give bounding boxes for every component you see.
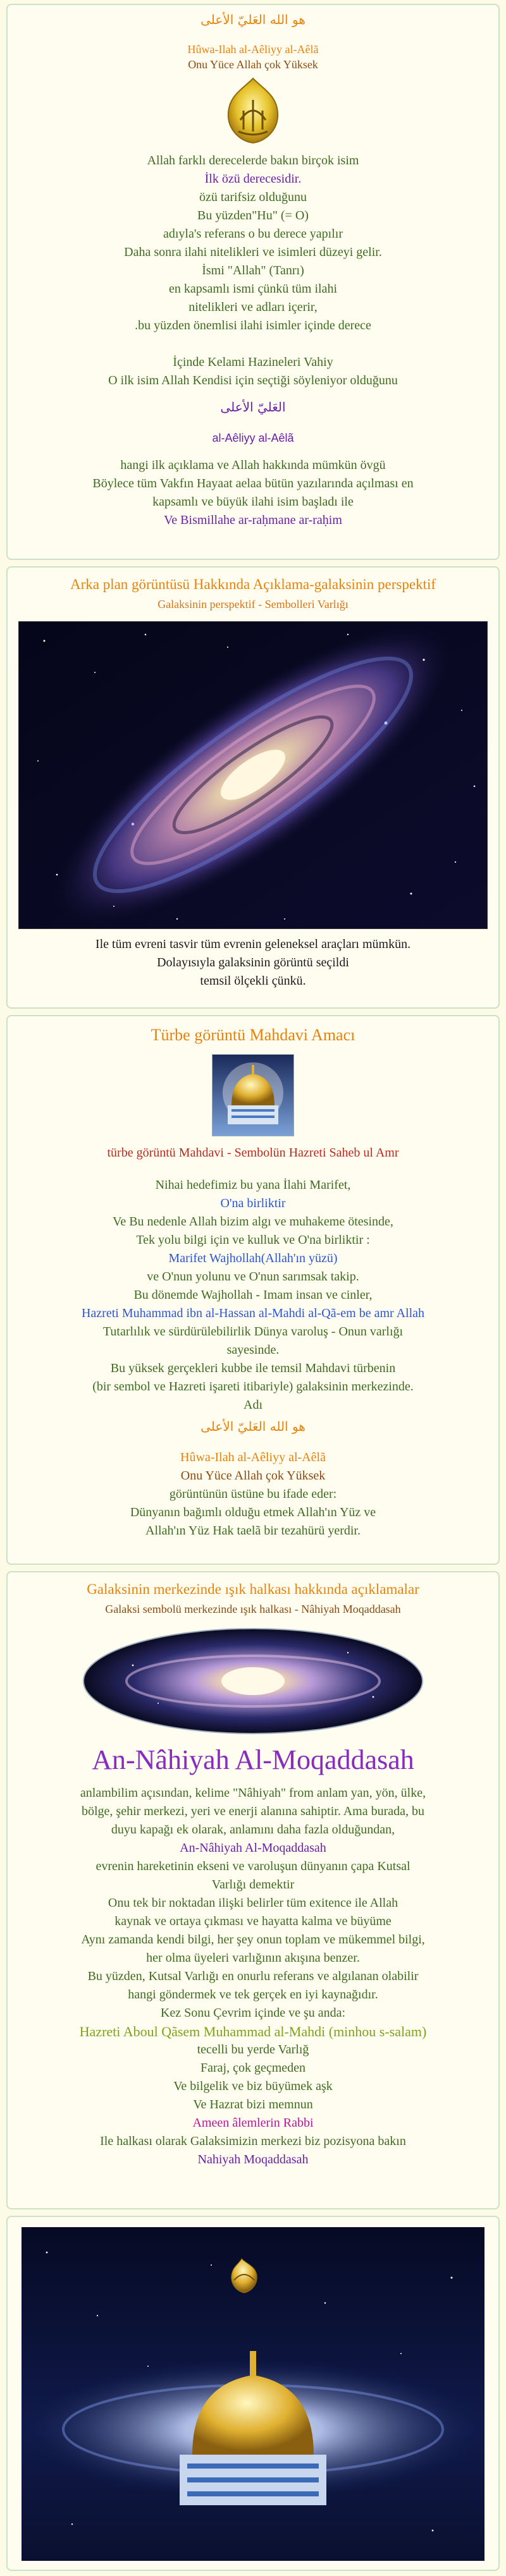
intro-line: Allah farklı derecelerde bakın birçok isim — [147, 154, 359, 167]
galaxy-description-line: Dolayısıyla galaksinin görüntü seçildi — [157, 956, 349, 969]
shrine-line: sayesinde. — [226, 1343, 280, 1357]
praise-line: hangi ilk açıklama ve Allah hakkında mümkün övgü — [120, 458, 386, 472]
shrine-line: Tutarlılık ve sürdürülebilirlik Dünya varoluş - Onun varlığı — [102, 1325, 404, 1339]
subtitle: Onu Yüce Allah çok Yüksek — [188, 58, 318, 71]
nahiyah-line: evrenin hareketinin ekseni ve varoluşun dünyanın çapa Kutsal — [96, 1859, 410, 1873]
nahiyah-line: Faraj, çok geçmeden — [200, 2061, 306, 2075]
intro-line: en kapsamlı ismi çünkü tüm ilahi — [168, 282, 338, 296]
nahiyah-line: Varlığı demektir — [211, 1878, 295, 1892]
nahiyah-line: bölge, şehir merkezi, yeri ve enerji alanına sahiptir. Ama burada, bu — [81, 1804, 425, 1818]
shrine-line: Adı — [244, 1398, 262, 1412]
nahiyah-line: duyu kapağı ek olarak, anlamını daha fazla olduğundan, — [111, 1823, 395, 1837]
nahiyah-title: An-Nâhiyah Al-Moqaddasah — [92, 1744, 414, 1775]
shrine-line: Bu dönemde Wajhollah - Imam insan ve cinler, — [133, 1288, 373, 1302]
praise-line: Böylece tüm Vakfın Hayaat aelaa bütün yazılarında açılması en — [92, 477, 414, 490]
galaxy-description-line: temsil ölçekli çünkü. — [200, 974, 306, 988]
nahiyah-line: Aynı zamanda kendi bilgi, her şey onun toplam ve mükemmel bilgi, — [81, 1933, 425, 1947]
intro-line: İçinde Kelami Hazineleri Vahiy — [173, 355, 333, 369]
galaxy-description-line: Ile tüm evreni tasvir tüm evrenin geleneksel araçları mümkün. — [95, 937, 411, 951]
intro-line: adıyla's referans o bu derece yapılır — [163, 227, 343, 241]
intro-line: O ilk isim Allah Kendisi için seçtiği söyleniyor olduğunu — [108, 374, 398, 387]
shrine-panel — [6, 1015, 500, 1565]
subtitle: Onu Yüce Allah çok Yüksek — [180, 1469, 326, 1483]
shrine-line: görüntünün üstüne bu ifade eder: — [169, 1487, 337, 1501]
shrine-line: O'na birliktir — [220, 1196, 286, 1210]
shrine-line: Marifet Wajhollah(Allah'ın yüzü) — [168, 1251, 338, 1265]
nahiyah-line: tecelli bu yerde Varlığ — [197, 2043, 309, 2057]
nahiyah-line: Kez Sonu Çevrim içinde ve şu anda: — [160, 2006, 346, 2020]
section-title: Galaksinin merkezinde ışık halkası hakkında açıklamalar — [87, 1581, 419, 1597]
intro-line: Daha sonra ilahi nitelikleri ve isimleri düzeyi gelir. — [124, 245, 382, 259]
nahiyah-line: Ameen âlemlerin Rabbi — [192, 2116, 314, 2130]
nahiyah-line: Nahiyah Moqaddasah — [197, 2153, 309, 2166]
nahiyah-line: Ile halkası olarak Galaksimizin merkezi biz pozisyona bakın — [100, 2134, 406, 2148]
shrine-galaxy-image — [22, 2227, 484, 2561]
galaxy-oval-image — [82, 1627, 424, 1735]
nahiyah-line: Ve Hazrat bizi memnun — [193, 2098, 313, 2111]
intro-line: nitelikleri ve adları içerir, — [188, 300, 318, 314]
nahiyah-line: her olma üyeleri varlığının akışına benzer. — [146, 1951, 360, 1965]
shrine-galaxy-panel — [6, 2216, 500, 2571]
nahiyah-line: Hazreti Aboul Qãsem Muhammad al-Mahdi (minhou s-salam) — [79, 2024, 427, 2039]
nahiyah-line: Onu tek bir noktadan ilişki belirler tüm exitence ile Allah — [108, 1896, 398, 1910]
praise-line: kapsamlı ve büyük ilahi isim başladı ile — [152, 495, 354, 509]
bismillah-line: Ve Bismillahe ar-raḥmane ar-raḥim — [164, 513, 342, 527]
shrine-thumbnail — [212, 1054, 294, 1136]
arabic-title: هو الله العَليّ الأعلى — [201, 1419, 305, 1434]
galaxy-image — [18, 621, 488, 929]
shrine-line: (bir sembol ve Hazreti işareti itibariyle) galaksinin merkezinde. — [92, 1380, 414, 1394]
nahiyah-line: hangi göndermek ve tek gerçek en iyi kaynağıdır. — [128, 1988, 378, 2002]
arabic-name: العَليّ الأعلى — [220, 399, 286, 415]
arabic-title: هو الله العَليّ الأعلى — [201, 12, 305, 27]
shrine-line: Dünyanın bağımlı olduğu etmek Allah'ın Yüz ve — [130, 1505, 376, 1519]
transliteration: Hûwa-Ilah al-Aêliyy al-Aêlã — [180, 1450, 326, 1464]
intro-line: özü tarifsiz olduğunu — [199, 190, 307, 204]
section-title: Arka plan görüntüsü Hakkında Açıklama-galaksinin perspektif — [70, 576, 436, 592]
nahiyah-line: Bu yüzden, Kutsal Varlığı en onurlu referans ve algılanan olabilir — [87, 1969, 419, 1983]
section-title: Türbe görüntü Mahdavi Amacı — [151, 1026, 355, 1044]
galaxy-background-panel — [6, 566, 500, 1009]
shrine-line: Hazreti Muhammad ibn al-Hassan al-Mahdi al-Qã-em be amr Allah — [81, 1306, 425, 1320]
calligraphy-emblem — [225, 76, 281, 145]
light-ring-panel — [6, 1571, 500, 2209]
section-subtitle: Galaksi sembolü merkezinde ışık halkası - Nâhiyah Moqaddasah — [105, 1603, 401, 1615]
shrine-line: Tek yolu bilgi için ve kulluk ve O'na birliktir : — [136, 1233, 370, 1247]
nahiyah-line: anlambilim açısından, kelime "Nâhiyah" from anlam yan, yön, ülke, — [80, 1786, 426, 1800]
shrine-line: Bu yüksek gerçekleri kubbe ile temsil Mahdavi türbenin — [110, 1361, 396, 1375]
intro-panel — [6, 4, 500, 560]
nahiyah-line: An-Nâhiyah Al-Moqaddasah — [180, 1841, 326, 1855]
intro-line: İlk özü derecesidir. — [204, 172, 302, 186]
shrine-line: Nihai hedefimiz bu yana İlahi Marifet, — [155, 1178, 351, 1192]
name-transliteration: al-Aêliyy al-Aêlã — [212, 432, 294, 444]
intro-line: .bu yüzden önemlisi ilahi isimler içinde derece — [135, 319, 371, 332]
intro-spacer — [8, 335, 498, 353]
intro-line: Bu yüzden"Hu" (= O) — [197, 209, 309, 222]
section-subtitle: Galaksinin perspektif - Sembolleri Varlığı — [157, 598, 349, 611]
intro-line: İsmi "Allah" (Tanrı) — [202, 264, 304, 277]
transliteration: Hûwa-Ilah al-Aêliyy al-Aêlã — [187, 43, 319, 56]
shrine-line: ve O'nun yolunu ve O'nun sarımsak takip. — [147, 1270, 359, 1284]
shrine-line: Allah'ın Yüz Hak taelã bir tezahürü yerdir. — [145, 1524, 361, 1538]
nahiyah-line: kaynak ve ortaya çıkması ve hayatta kalma ve büyüme — [114, 1914, 392, 1928]
section-subtitle: türbe görüntü Mahdavi - Sembolün Hazreti Saheb ul Amr — [107, 1146, 399, 1160]
shrine-line: Ve Bu nedenle Allah bizim algı ve muhakeme ötesinde, — [113, 1215, 393, 1229]
nahiyah-line: Ve bilgelik ve biz büyümek aşk — [173, 2079, 333, 2093]
